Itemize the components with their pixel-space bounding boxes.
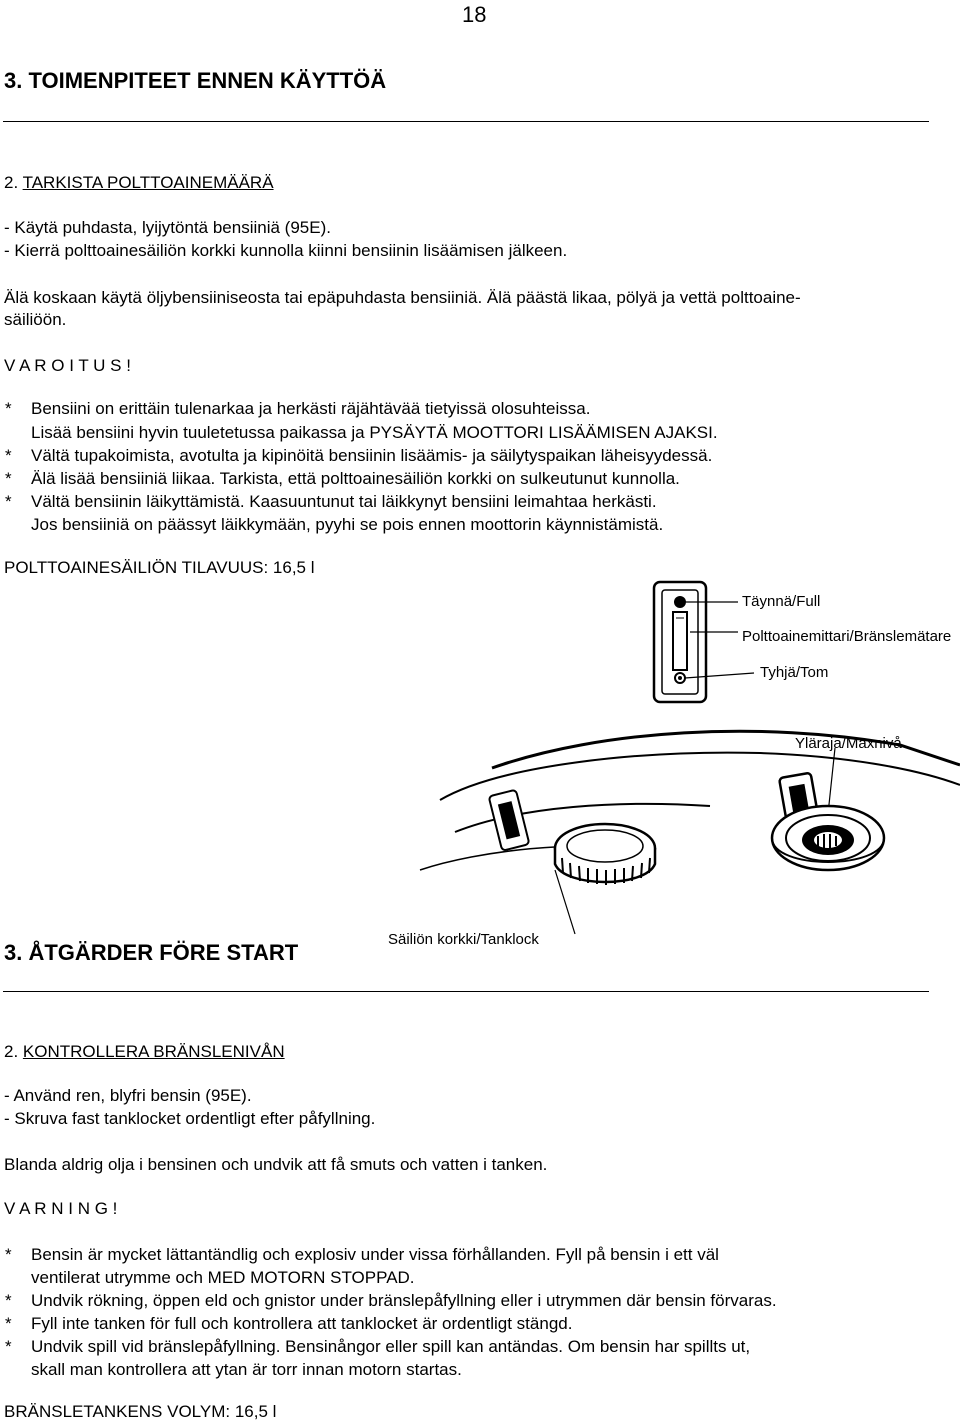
- fi-subheading: [4, 173, 274, 193]
- label-tank-cap: Säiliön korkki/Tanklock: [388, 931, 539, 948]
- fi-warning-2-bullet: *: [5, 446, 12, 465]
- label-full: Täynnä/Full: [742, 593, 821, 610]
- sv-subheading-text: KONTROLLERA BRÄNSLENIVÅN: [22, 1042, 285, 1061]
- sv-warning-1-line-1: Bensin är mycket lättantändlig och explosiv under vissa förhållanden. Fyll på bensin i ett väl: [31, 1245, 719, 1264]
- sv-warning-2-bullet: *: [5, 1291, 12, 1310]
- label-max-level: Yläraja/Maxnivå: [795, 735, 902, 752]
- fi-warning-1-line-2: Lisää bensiini hyvin tuuletetussa paikassa ja PYSÄYTÄ MOOTTORI LISÄÄMISEN AJAKSI.: [31, 423, 718, 442]
- fi-warning-4-bullet: *: [5, 492, 12, 511]
- fi-note-line-2: säiliöön.: [4, 310, 67, 329]
- fi-subheading-number: 2.: [4, 173, 23, 192]
- label-empty: Tyhjä/Tom: [760, 664, 829, 681]
- fi-section-heading: 3. TOIMENPITEET ENNEN KÄYTTÖÄ: [4, 68, 387, 93]
- fi-warning-3-bullet: *: [5, 469, 12, 488]
- fi-warning-1-line-1: Bensiini on erittäin tulenarkaa ja herkästi räjähtävää tietyissä olosuhteissa.: [31, 399, 591, 418]
- fi-tank-capacity: POLTTOAINESÄILIÖN TILAVUUS: 16,5 l: [4, 558, 315, 577]
- label-gauge: Polttoainemittari/Bränslemätare: [742, 628, 952, 645]
- leader-cap: [555, 870, 575, 934]
- fi-warning-title: V A R O I T U S !: [4, 356, 131, 375]
- tank-cap: [555, 824, 655, 885]
- sv-section-heading: 3. ÅTGÄRDER FÖRE START: [4, 940, 299, 965]
- sv-warning-1-line-2: ventilerat utrymme och MED MOTORN STOPPAD.: [31, 1268, 415, 1287]
- gauge-window: [673, 612, 687, 670]
- fi-subheading-text: TARKISTA POLTTOAINEMÄÄRÄ: [22, 173, 274, 192]
- page-number: 18: [462, 2, 487, 27]
- fi-warning-1-bullet: *: [5, 399, 12, 418]
- sv-warning-4-bullet: *: [5, 1337, 12, 1356]
- sv-warning-title: V A R N I N G !: [4, 1199, 118, 1218]
- fi-bullet-2: - Kierrä polttoainesäiliön korkki kunnolla kiinni bensiinin lisäämisen jälkeen.: [4, 241, 568, 260]
- gauge-full-mark: [674, 596, 686, 608]
- fi-warning-4-line-2: Jos bensiiniä on päässyt läikkymään, pyyhi se pois ennen moottorin käynnistämistä.: [31, 515, 664, 534]
- sv-subheading-number: 2.: [4, 1042, 23, 1061]
- sv-heading-rule: [3, 991, 929, 992]
- sv-warning-3-bullet: *: [5, 1314, 12, 1333]
- fi-warning-4-line-1: Vältä bensiinin läikyttämistä. Kaasuuntunut tai läikkynyt bensiini leimahtaa herkästi.: [31, 492, 657, 511]
- fi-warning-3-line-1: Älä lisää bensiiniä liikaa. Tarkista, että polttoainesäiliön korkki on sulkeutunut kunnolla.: [31, 469, 680, 488]
- filler-neck: [772, 806, 884, 870]
- sv-warning-3-line-1: Fyll inte tanken för full och kontrollera att tanklocket är ordentligt stängd.: [31, 1314, 573, 1333]
- fi-bullet-1: - Käytä puhdasta, lyijytöntä bensiiniä (95E).: [4, 218, 331, 237]
- sv-bullet-2: - Skruva fast tanklocket ordentligt efter påfyllning.: [4, 1109, 376, 1128]
- sv-warning-4-line-1: Undvik spill vid bränslepåfyllning. Bensinångor eller spill kan antändas. Om bensin har spillts ut,: [31, 1337, 751, 1356]
- fi-heading-rule: [3, 121, 929, 122]
- left-slot: [489, 790, 530, 851]
- sv-warning-2-line-1: Undvik rökning, öppen eld och gnistor under bränslepåfyllning eller i utrymmen där bensin förvaras.: [31, 1291, 777, 1310]
- fuel-tank-figure: [380, 570, 960, 940]
- fuel-tank-illustration: [380, 570, 960, 940]
- sv-note: Blanda aldrig olja i bensinen och undvik att få smuts och vatten i tanken.: [4, 1155, 548, 1174]
- fi-note-line-1: Älä koskaan käytä öljybensiiniseosta tai epäpuhdasta bensiiniä. Älä päästä likaa, pölyä ja vettä polttoaine-: [4, 288, 801, 307]
- sv-bullet-1: - Använd ren, blyfri bensin (95E).: [4, 1086, 252, 1105]
- sv-warning-1-bullet: *: [5, 1245, 12, 1264]
- fi-warning-2-line-1: Vältä tupakoimista, avotulta ja kipinöitä bensiinin lisäämis- ja säilytyspaikan läheisyydessä.: [31, 446, 713, 465]
- sv-warning-4-line-2: skall man kontrollera att ytan är torr innan motorn startas.: [31, 1360, 462, 1379]
- sv-subheading: [4, 1042, 285, 1062]
- sv-tank-capacity: BRÄNSLETANKENS VOLYM: 16,5 l: [4, 1402, 277, 1421]
